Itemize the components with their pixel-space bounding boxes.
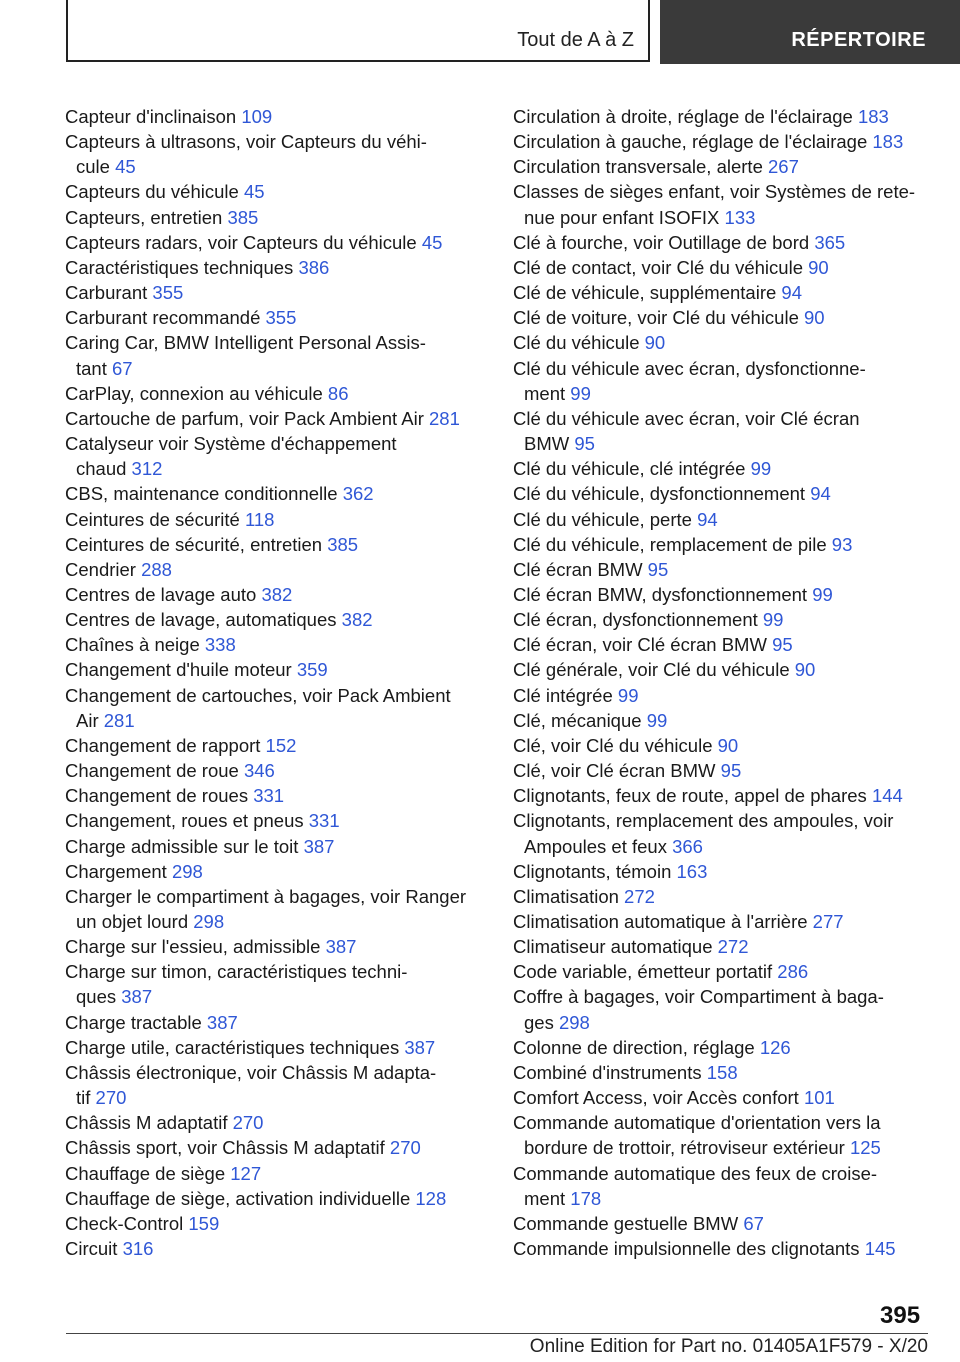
index-entry-text: Clé à fourche, voir Outillage de bord — [513, 231, 810, 253]
index-page-link[interactable]: 99 — [570, 382, 591, 404]
index-page-link[interactable]: 95 — [772, 634, 793, 656]
index-entry-text: Clé écran BMW, dysfonctionnement — [513, 583, 808, 605]
index-entry-text: Check-Control — [65, 1212, 184, 1234]
index-entry — [65, 683, 485, 733]
index-entry-text: ges — [524, 1011, 554, 1033]
index-entry — [513, 884, 933, 909]
index-entry — [513, 1211, 933, 1236]
index-entry — [65, 657, 485, 682]
index-entry-text: Changement de cartouches, voir Pack Ambient — [65, 684, 451, 706]
index-entry-text: Capteurs du véhicule — [65, 181, 239, 203]
index-entry — [65, 1010, 485, 1035]
index-entry — [65, 1211, 485, 1236]
index-entry-text: Colonne de direction, réglage — [513, 1036, 755, 1058]
index-entry — [65, 1110, 485, 1135]
index-entry-text: Caractéristiques techniques — [65, 256, 294, 278]
index-page-link[interactable]: 99 — [617, 684, 639, 706]
index-entry-text: tant — [76, 357, 107, 379]
index-entry-text: Clé du véhicule, dysfonctionnement — [513, 483, 806, 505]
index-page-link[interactable]: 286 — [777, 961, 809, 983]
index-page-link[interactable]: 183 — [872, 131, 904, 153]
index-entry-text: Clé écran, voir Clé écran BMW — [513, 634, 767, 656]
index-entry-text: Commande gestuelle BMW — [513, 1212, 739, 1234]
index-entry — [513, 808, 933, 858]
index-page-link[interactable]: 359 — [296, 659, 328, 681]
index-page-link[interactable]: 158 — [706, 1061, 738, 1083]
index-entry-text: Clignotants, remplacement des ampoules, voir — [513, 810, 894, 832]
index-entry — [513, 783, 933, 808]
index-page-link[interactable]: 118 — [244, 508, 275, 530]
index-entry — [513, 456, 933, 481]
index-page-link[interactable]: 331 — [253, 785, 285, 807]
index-entry-text: Clé générale, voir Clé du véhicule — [513, 659, 790, 681]
index-entry-text: Clé du véhicule avec écran, voir Clé écran — [513, 407, 860, 429]
index-entry — [513, 1236, 933, 1261]
index-entry-text: Changement de roue — [65, 760, 239, 782]
index-entry-text: Clé du véhicule, perte — [513, 508, 692, 530]
index-entry-text: CarPlay, connexion au véhicule — [65, 382, 323, 404]
index-page-link[interactable]: 45 — [421, 231, 443, 253]
index-entry — [513, 179, 933, 229]
index-entry — [513, 356, 933, 406]
index-page-link[interactable]: 145 — [864, 1238, 896, 1260]
index-page-link[interactable]: 362 — [342, 483, 374, 505]
index-entry-text: Centres de lavage auto — [65, 583, 257, 605]
index-page-link[interactable]: 126 — [759, 1036, 791, 1058]
index-entry-text: Capteur d'inclinaison — [65, 106, 237, 127]
index-page-link[interactable]: 355 — [152, 282, 184, 304]
index-entry-text: Chaînes à neige — [65, 634, 200, 656]
index-entry — [65, 129, 485, 179]
header-section-tab — [66, 0, 650, 62]
index-entry-text: Combiné d'instruments — [513, 1061, 702, 1083]
index-entry-text: Changement de roues — [65, 785, 249, 807]
index-page-link[interactable]: 90 — [804, 307, 825, 329]
index-page-link[interactable]: 387 — [206, 1011, 238, 1033]
index-entry — [65, 859, 485, 884]
index-page-link[interactable]: 95 — [720, 760, 742, 782]
index-page-link[interactable]: 45 — [115, 156, 136, 178]
index-entry — [65, 305, 485, 330]
index-entry — [513, 330, 933, 355]
index-page-link[interactable]: 90 — [644, 332, 666, 354]
index-column-right — [513, 104, 933, 1261]
index-page-link[interactable]: 270 — [389, 1137, 421, 1159]
index-entry-text: Clignotants, feux de route, appel de phares — [513, 785, 867, 807]
index-page-link[interactable]: 163 — [676, 860, 708, 882]
index-page-link[interactable]: 288 — [141, 558, 172, 580]
index-entry — [513, 406, 933, 456]
index-entry — [513, 758, 933, 783]
index-page-link[interactable]: 128 — [415, 1187, 447, 1209]
index-entry — [513, 607, 933, 632]
index-entry-text: Carburant — [65, 282, 148, 304]
index-entry — [513, 129, 933, 154]
index-entry-text: Commande impulsionnelle des clignotants — [513, 1238, 860, 1260]
index-page-link[interactable]: 386 — [298, 256, 330, 278]
index-page-link[interactable]: 90 — [717, 734, 739, 756]
index-page-link[interactable]: 178 — [570, 1187, 602, 1209]
index-column-left — [65, 104, 485, 1261]
header-title-tab — [660, 0, 960, 64]
index-page-link[interactable]: 45 — [243, 181, 265, 203]
index-entry — [513, 582, 933, 607]
index-entry — [513, 230, 933, 255]
index-entry-text: Capteurs, entretien — [65, 206, 223, 228]
index-entry-text: Air — [76, 709, 99, 731]
index-entry — [65, 406, 485, 431]
index-entry — [65, 205, 485, 230]
index-entry-text: un objet lourd — [76, 911, 189, 932]
index-entry-text: Caring Car, BMW Intelligent Personal Assis- — [65, 332, 426, 354]
index-entry-text: Circulation à gauche, réglage de l'éclairage — [513, 131, 868, 153]
index-page-link[interactable]: 338 — [204, 634, 236, 656]
index-page-link[interactable]: 365 — [814, 231, 846, 253]
index-entry — [65, 104, 485, 129]
index-entry-text: Capteurs radars, voir Capteurs du véhicule — [65, 231, 417, 253]
index-entry-text: Changement de rapport — [65, 734, 261, 756]
index-entry-text: Carburant recommandé — [65, 307, 261, 329]
index-page-link[interactable]: 94 — [781, 282, 802, 304]
index-entry — [513, 154, 933, 179]
index-entry-text: Changement, roues et pneus — [65, 810, 304, 832]
index-entry-text: Clé du véhicule avec écran, dysfonctionne- — [513, 357, 866, 379]
index-page-link[interactable]: 86 — [327, 382, 349, 404]
index-page-link[interactable]: 387 — [121, 986, 153, 1008]
index-page-link[interactable]: 127 — [230, 1162, 262, 1184]
index-entry-text: Centres de lavage, automatiques — [65, 609, 337, 631]
index-entry — [513, 507, 933, 532]
index-entry-text: Chauffage de siège — [65, 1162, 226, 1184]
index-entry-text: Changement d'huile moteur — [65, 659, 292, 681]
index-entry-text: Chauffage de siège, activation individuelle — [65, 1187, 411, 1209]
index-entry — [513, 1035, 933, 1060]
index-entry-text: Charge tractable — [65, 1011, 202, 1033]
index-entry-text: Catalyseur voir Système d'échappement — [65, 433, 397, 455]
index-page-link[interactable]: 94 — [810, 483, 831, 505]
index-entry-text: Clé, voir Clé du véhicule — [513, 734, 713, 756]
index-page-link[interactable]: 281 — [103, 709, 135, 731]
index-entry-text: Charge admissible sur le toit — [65, 835, 299, 857]
index-page-link[interactable]: 67 — [743, 1212, 764, 1234]
index-entry-text: Clé du véhicule, clé intégrée — [513, 458, 746, 480]
index-entry — [513, 481, 933, 506]
index-page-link[interactable]: 382 — [261, 583, 293, 605]
index-entry-text: Clé du véhicule — [513, 332, 640, 354]
index-page-link[interactable]: 270 — [232, 1112, 264, 1134]
index-entry — [513, 255, 933, 280]
index-entry-text: ment — [524, 1187, 566, 1209]
index-entry-text: Clé de voiture, voir Clé du véhicule — [513, 307, 799, 329]
index-page-link[interactable]: 277 — [812, 911, 844, 932]
index-page-link[interactable]: 90 — [808, 256, 829, 278]
footer-edition: Online Edition for Part no. 01405A1F579 - X/20 — [529, 1336, 928, 1357]
index-entry — [513, 1161, 933, 1211]
index-entry — [65, 959, 485, 1009]
index-entry-text: Clé, voir Clé écran BMW — [513, 760, 716, 782]
index-entry-text: Ceintures de sécurité, entretien — [65, 533, 323, 555]
index-entry — [65, 431, 485, 481]
index-entry — [513, 557, 933, 582]
index-entry-text: Coffre à bagages, voir Compartiment à baga- — [513, 986, 884, 1008]
index-entry — [65, 1161, 485, 1186]
index-entry — [65, 733, 485, 758]
index-entry — [65, 280, 485, 305]
index-entry-text: cule — [76, 156, 110, 178]
index-entry — [65, 481, 485, 506]
index-page-link[interactable]: 90 — [794, 659, 816, 681]
index-entry-text: Clignotants, témoin — [513, 860, 672, 882]
index-page-link[interactable]: 272 — [624, 885, 655, 907]
index-entry — [513, 280, 933, 305]
index-entry-text: Circulation transversale, alerte — [513, 156, 763, 178]
index-entry — [513, 657, 933, 682]
index-entry — [513, 305, 933, 330]
index-entry — [65, 1186, 485, 1211]
index-page-link[interactable]: 183 — [857, 106, 889, 127]
index-entry — [65, 758, 485, 783]
index-entry-text: bordure de trottoir, rétroviseur extérieur — [524, 1137, 845, 1159]
index-entry — [65, 783, 485, 808]
index-page-link[interactable]: 312 — [131, 458, 163, 480]
index-page-link[interactable]: 270 — [95, 1087, 127, 1109]
index-entry — [513, 934, 933, 959]
index-entry-text: nue pour enfant ISOFIX — [524, 206, 720, 228]
index-entry-text: ques — [76, 986, 117, 1008]
index-page-link[interactable]: 67 — [112, 357, 133, 379]
index-entry-text: Ampoules et feux — [524, 835, 667, 857]
index-entry-text: Circulation à droite, réglage de l'éclairage — [513, 106, 853, 127]
index-page-link[interactable]: 316 — [122, 1238, 154, 1260]
index-entry — [513, 708, 933, 733]
header-title: RÉPERTOIRE — [791, 29, 926, 51]
index-entry — [513, 683, 933, 708]
index-entry-text: Charge sur l'essieu, admissible — [65, 936, 321, 958]
index-entry-text: Commande automatique d'orientation vers la — [513, 1112, 881, 1134]
index-entry-text: Charge utile, caractéristiques techniques — [65, 1036, 400, 1058]
index-page-link[interactable]: 385 — [227, 206, 259, 228]
index-entry — [65, 1135, 485, 1160]
index-entry — [65, 179, 485, 204]
index-entry — [65, 330, 485, 380]
index-entry-text: Clé intégrée — [513, 684, 613, 706]
index-entry — [513, 1110, 933, 1160]
index-entry-text: ment — [524, 382, 566, 404]
index-entry-text: Clé de véhicule, supplémentaire — [513, 282, 777, 304]
index-entry — [513, 733, 933, 758]
index-page-link[interactable]: 95 — [647, 558, 669, 580]
index-page-link[interactable]: 346 — [243, 760, 275, 782]
index-entry-text: Clé du véhicule, remplacement de pile — [513, 533, 827, 555]
index-entry-text: Clé, mécanique — [513, 709, 642, 731]
index-page-link[interactable]: 125 — [849, 1137, 881, 1159]
index-entry-text: Charge sur timon, caractéristiques techni- — [65, 961, 408, 983]
index-entry-text: Cartouche de parfum, voir Pack Ambient Air — [65, 407, 424, 429]
index-entry — [65, 632, 485, 657]
index-entry — [65, 834, 485, 859]
index-entry — [513, 1085, 933, 1110]
index-entry — [65, 255, 485, 280]
index-entry — [65, 934, 485, 959]
index-entry — [65, 808, 485, 833]
index-page-link[interactable]: 298 — [558, 1011, 590, 1033]
index-entry-text: Clé écran BMW — [513, 558, 643, 580]
index-entry-text: tif — [76, 1087, 91, 1109]
index-entry — [65, 582, 485, 607]
index-page-link[interactable]: 387 — [325, 936, 357, 958]
index-entry-text: Clé de contact, voir Clé du véhicule — [513, 256, 803, 278]
index-entry-text: Ceintures de sécurité — [65, 508, 240, 530]
index-page-link[interactable]: 99 — [646, 709, 668, 731]
index-entry — [513, 1060, 933, 1085]
index-entry-text: chaud — [76, 458, 127, 480]
index-page-link[interactable]: 109 — [241, 106, 273, 127]
index-entry — [513, 909, 933, 934]
index-entry — [513, 632, 933, 657]
index-entry — [65, 507, 485, 532]
index-entry — [513, 859, 933, 884]
index-page-link[interactable]: 99 — [750, 458, 772, 480]
index-page-link[interactable]: 382 — [341, 609, 373, 631]
footer-divider — [66, 1333, 928, 1334]
index-page-link[interactable]: 93 — [831, 533, 853, 555]
index-entry-text: Classes de sièges enfant, voir Systèmes de rete- — [513, 181, 916, 203]
page-number: 395 — [880, 1302, 921, 1329]
index-entry-text: Charger le compartiment à bagages, voir Ranger — [65, 885, 467, 907]
index-entry-text: Cendrier — [65, 558, 136, 580]
index-entry-text: Châssis M adaptatif — [65, 1112, 228, 1134]
index-entry — [65, 557, 485, 582]
index-entry-text: CBS, maintenance conditionnelle — [65, 483, 338, 505]
index-page-link[interactable]: 298 — [171, 860, 203, 882]
index-entry-text: Clé écran, dysfonctionnement — [513, 609, 758, 631]
index-page-link[interactable]: 355 — [265, 307, 297, 329]
index-entry-text: Chargement — [65, 860, 167, 882]
index-entry — [65, 1236, 485, 1261]
header-section-label: Tout de A à Z — [517, 29, 634, 51]
index-entry-text: Châssis électronique, voir Châssis M adapta- — [65, 1061, 437, 1083]
index-entry — [65, 381, 485, 406]
index-entry-text: Climatisation — [513, 885, 619, 907]
index-entry — [65, 230, 485, 255]
index-page-link[interactable]: 144 — [871, 785, 903, 807]
index-page-link[interactable]: 94 — [697, 508, 718, 530]
index-entry-text: Circuit — [65, 1238, 118, 1260]
index-entry — [65, 1035, 485, 1060]
index-page-link[interactable]: 387 — [404, 1036, 436, 1058]
index-entry-text: Climatiseur automatique — [513, 936, 713, 958]
index-entry — [65, 607, 485, 632]
index-page-link[interactable]: 298 — [193, 911, 225, 932]
index-page-link[interactable]: 385 — [327, 533, 359, 555]
index-entry — [65, 1060, 485, 1110]
index-page-link[interactable]: 133 — [724, 206, 756, 228]
index-page-link[interactable]: 101 — [803, 1087, 835, 1109]
index-page-link[interactable]: 267 — [768, 156, 799, 178]
index-entry-text: Comfort Access, voir Accès confort — [513, 1087, 799, 1109]
index-entry-text: BMW — [524, 433, 570, 455]
index-entry — [65, 884, 485, 934]
index-entry — [513, 959, 933, 984]
index-entry-text: Châssis sport, voir Châssis M adaptatif — [65, 1137, 385, 1159]
index-page-link[interactable]: 387 — [303, 835, 335, 857]
index-entry-text: Code variable, émetteur portatif — [513, 961, 773, 983]
index-page-link[interactable]: 331 — [308, 810, 340, 832]
index-page-link[interactable]: 99 — [762, 609, 784, 631]
index-page-link[interactable]: 152 — [265, 734, 297, 756]
index-entry — [513, 532, 933, 557]
index-page-link[interactable]: 159 — [188, 1212, 220, 1234]
index-entry — [65, 532, 485, 557]
index-page-link[interactable]: 281 — [429, 407, 460, 429]
index-page-link[interactable]: 99 — [812, 583, 833, 605]
index-entry-text: Commande automatique des feux de croise- — [513, 1162, 878, 1184]
index-page-link[interactable]: 95 — [574, 433, 595, 455]
index-entry — [513, 104, 933, 129]
index-entry-text: Climatisation automatique à l'arrière — [513, 911, 808, 932]
index-entry — [513, 984, 933, 1034]
index-entry-text: Capteurs à ultrasons, voir Capteurs du véhi- — [65, 131, 427, 153]
index-page-link[interactable]: 272 — [717, 936, 749, 958]
index-page-link[interactable]: 366 — [672, 835, 703, 857]
